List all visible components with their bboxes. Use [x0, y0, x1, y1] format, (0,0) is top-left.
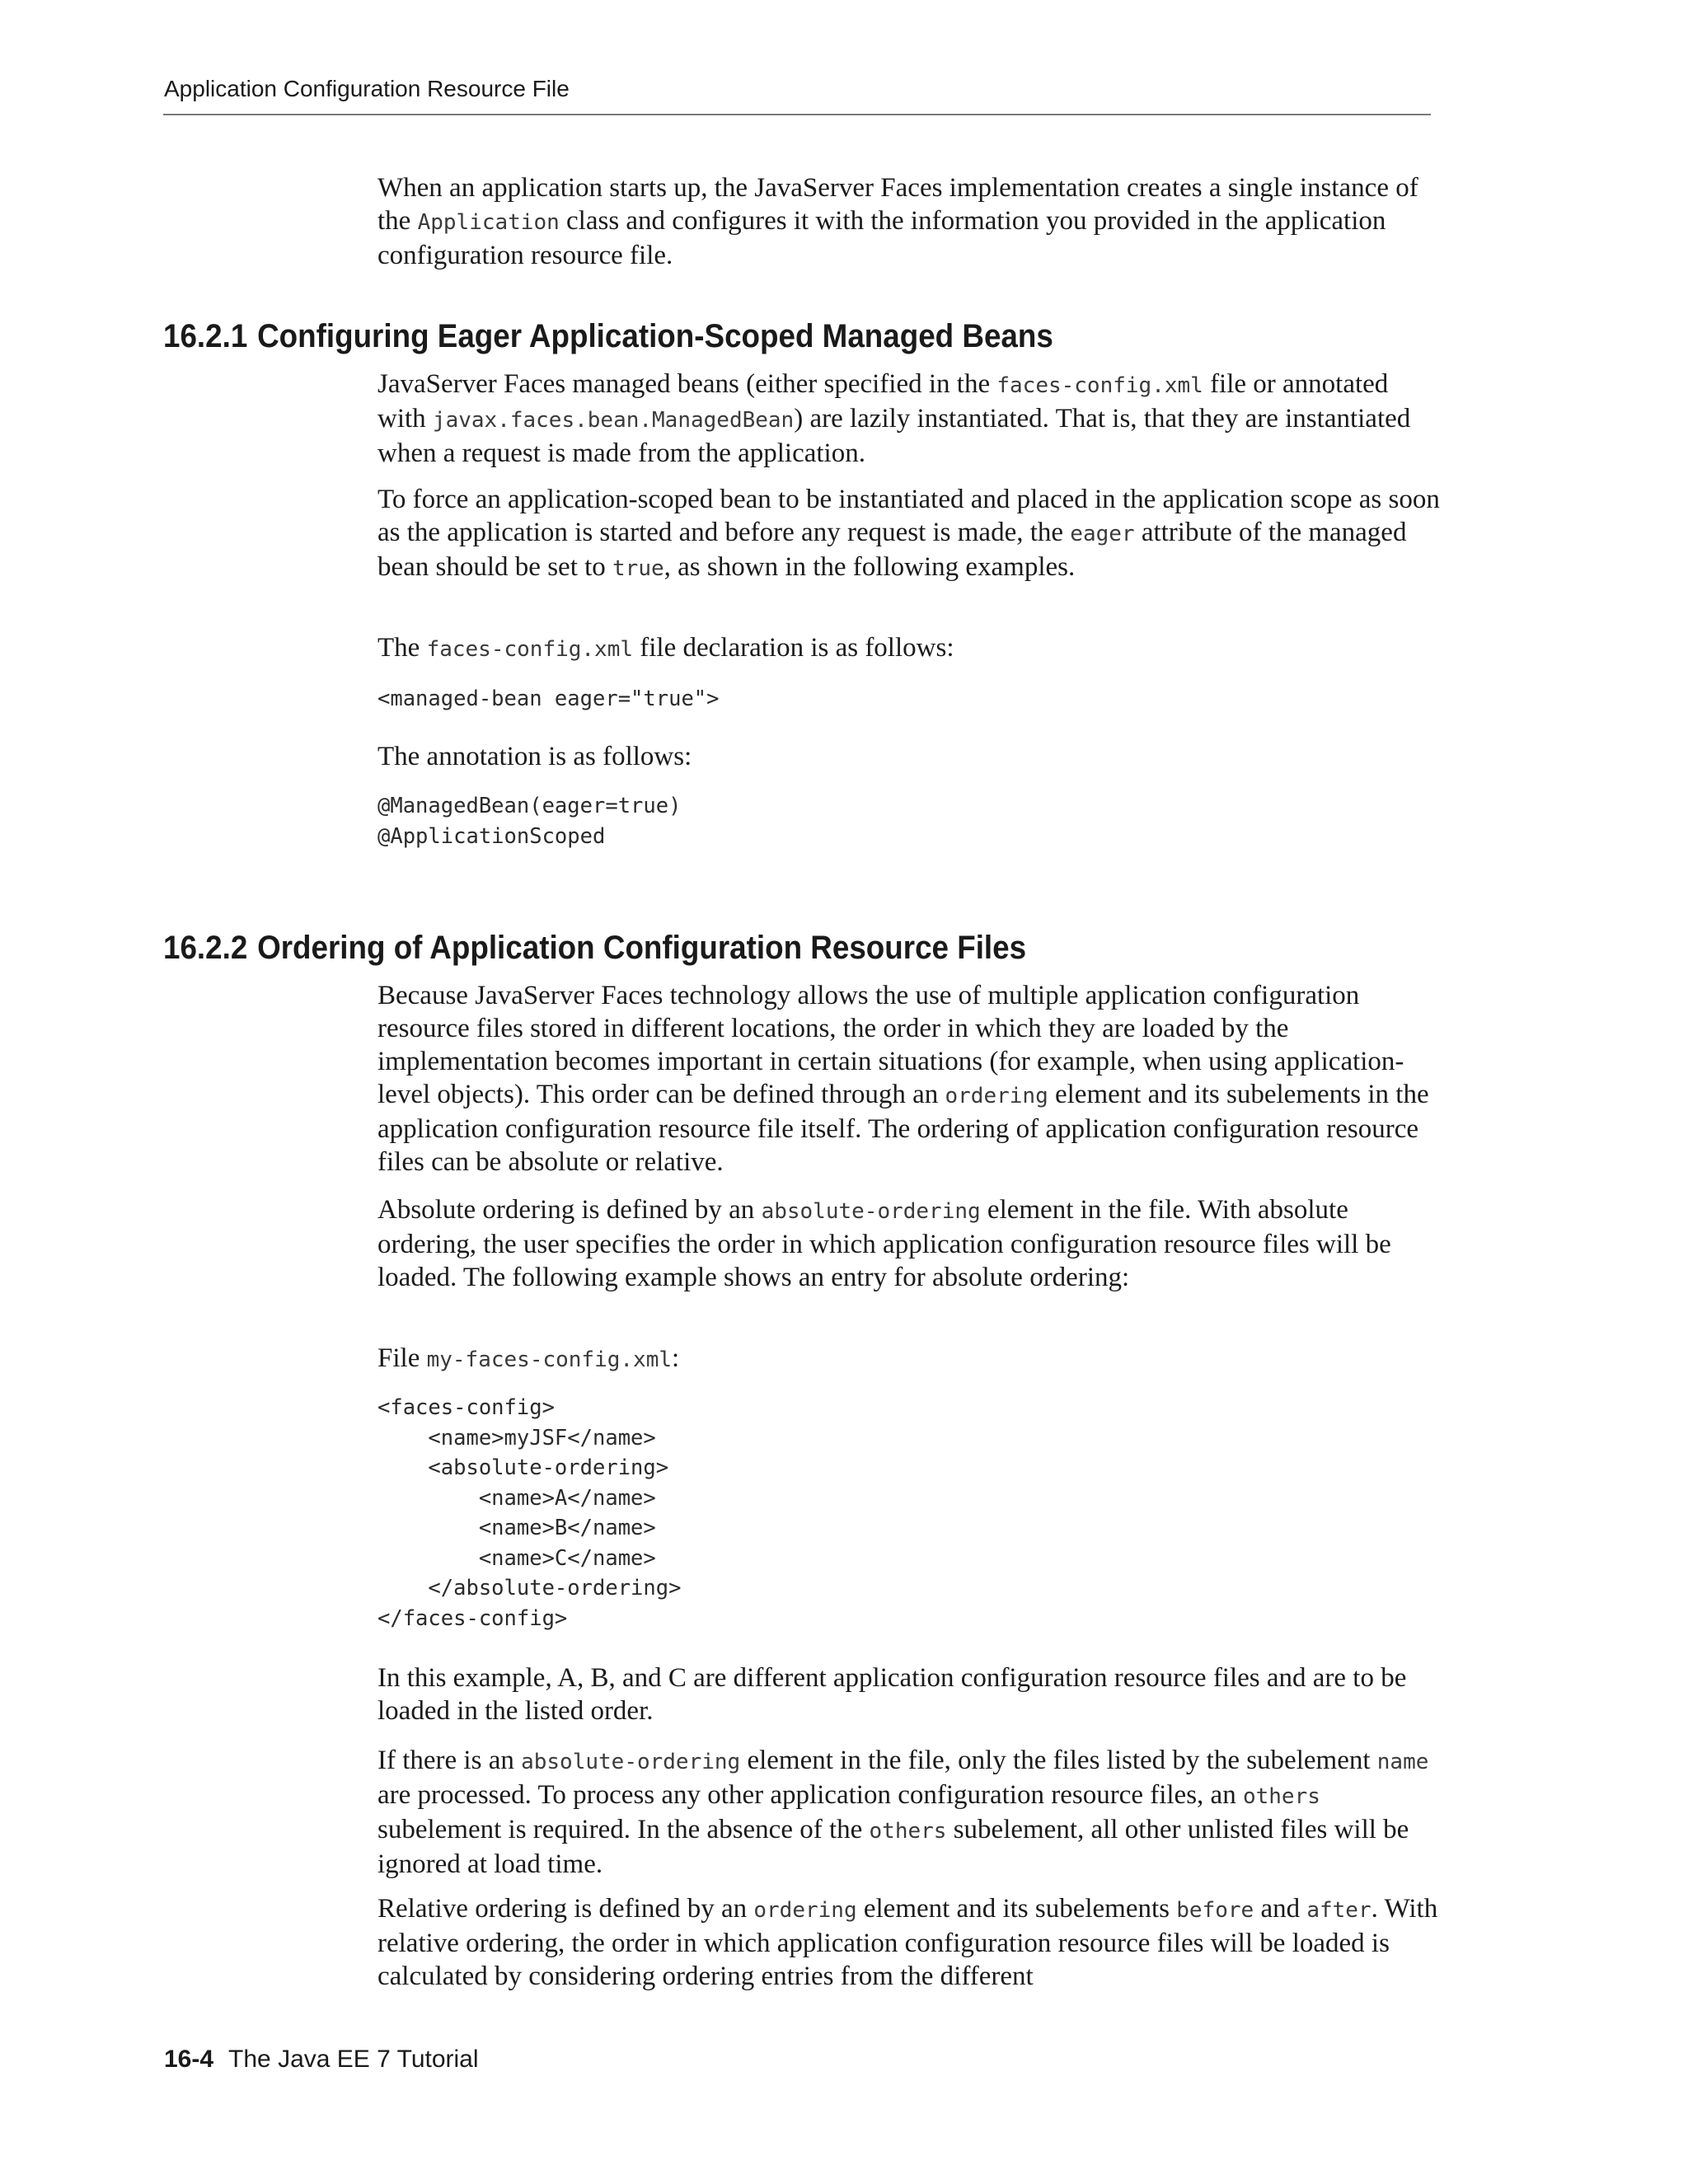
- book-title: The Java EE 7 Tutorial: [228, 2046, 479, 2073]
- section-1-paragraph-2: To force an application-scoped bean to be instantiated and placed in the application scope as soon as the application is started and before any request is made, the eager attribute of the managed bean should be set to true, as shown in the following examples.: [377, 485, 1440, 582]
- code-block-faces-config: <faces-config> <name>myJSF</name> <absolute-ordering> <name>A</name> <name>B</name> <name>C</name> </absolute-ordering> </faces-config>: [377, 1395, 682, 1631]
- page-number: 16-4: [164, 2046, 214, 2073]
- running-header: Application Configuration Resource File: [164, 76, 570, 101]
- section-1-paragraph-1: JavaServer Faces managed beans (either specified in the faces-config.xml file or annotated with javax.faces.bean.ManagedBean) are lazily instantiated. That is, that they are instantiated when a request is made from the application.: [377, 369, 1411, 468]
- intro-paragraph: When an application starts up, the JavaServer Faces implementation creates a single instance of the Application class and configures it with the information you provided in the application configuration resource file.: [377, 173, 1418, 270]
- section-heading-16-2-1: [163, 316, 1053, 356]
- section-2-paragraph-5: If there is an absolute-ordering element in the file, only the files listed by the subelement name are processed. To process any other application configuration resource files, an others subelement is required. In the absence of the others subelement, all other unlisted files will be ignored at load time.: [377, 1746, 1429, 1879]
- section-1-paragraph-4: The annotation is as follows:: [377, 742, 692, 771]
- section-2-paragraph-6: Relative ordering is defined by an ordering element and its subelements before and after. With relative ordering, the order in which application configuration resource files will be loaded is calculated by considering ordering entries from the different: [377, 1894, 1438, 1991]
- section-2-paragraph-1: Because JavaServer Faces technology allows the use of multiple application configuration resource files stored in different locations, the order in which they are loaded by the implementation becomes important in certain situations (for example, when using application-level objects). This order can be defined through an ordering element and its subelements in the application configuration resource file itself. The ordering of application configuration resource files can be absolute or relative.: [377, 981, 1429, 1177]
- section-1-paragraph-3: The faces-config.xml file declaration is as follows:: [377, 633, 954, 663]
- section-title: Ordering of Application Configuration Resource Files: [257, 930, 1027, 966]
- header-rule: [163, 114, 1431, 115]
- code-block-annotation: @ManagedBean(eager=true) @ApplicationScoped: [377, 794, 682, 849]
- section-2-paragraph-3: File my-faces-config.xml:: [377, 1343, 680, 1373]
- section-heading-16-2-2: [163, 928, 1026, 968]
- inline-code: Application: [417, 210, 560, 235]
- section-title: Configuring Eager Application-Scoped Managed Beans: [257, 318, 1053, 354]
- code-block-managed-bean: <managed-bean eager="true">: [377, 687, 720, 711]
- section-2-paragraph-4: In this example, A, B, and C are different application configuration resource files and are to be loaded in the listed order.: [377, 1663, 1407, 1726]
- section-number: 16.2.1: [163, 318, 248, 354]
- page-footer: [164, 2046, 479, 2074]
- section-number: 16.2.2: [163, 930, 248, 966]
- section-2-paragraph-2: Absolute ordering is defined by an absolute-ordering element in the file. With absolute ordering, the user specifies the order in which application configuration resource files will be loaded. The following example shows an entry for absolute ordering:: [377, 1195, 1391, 1292]
